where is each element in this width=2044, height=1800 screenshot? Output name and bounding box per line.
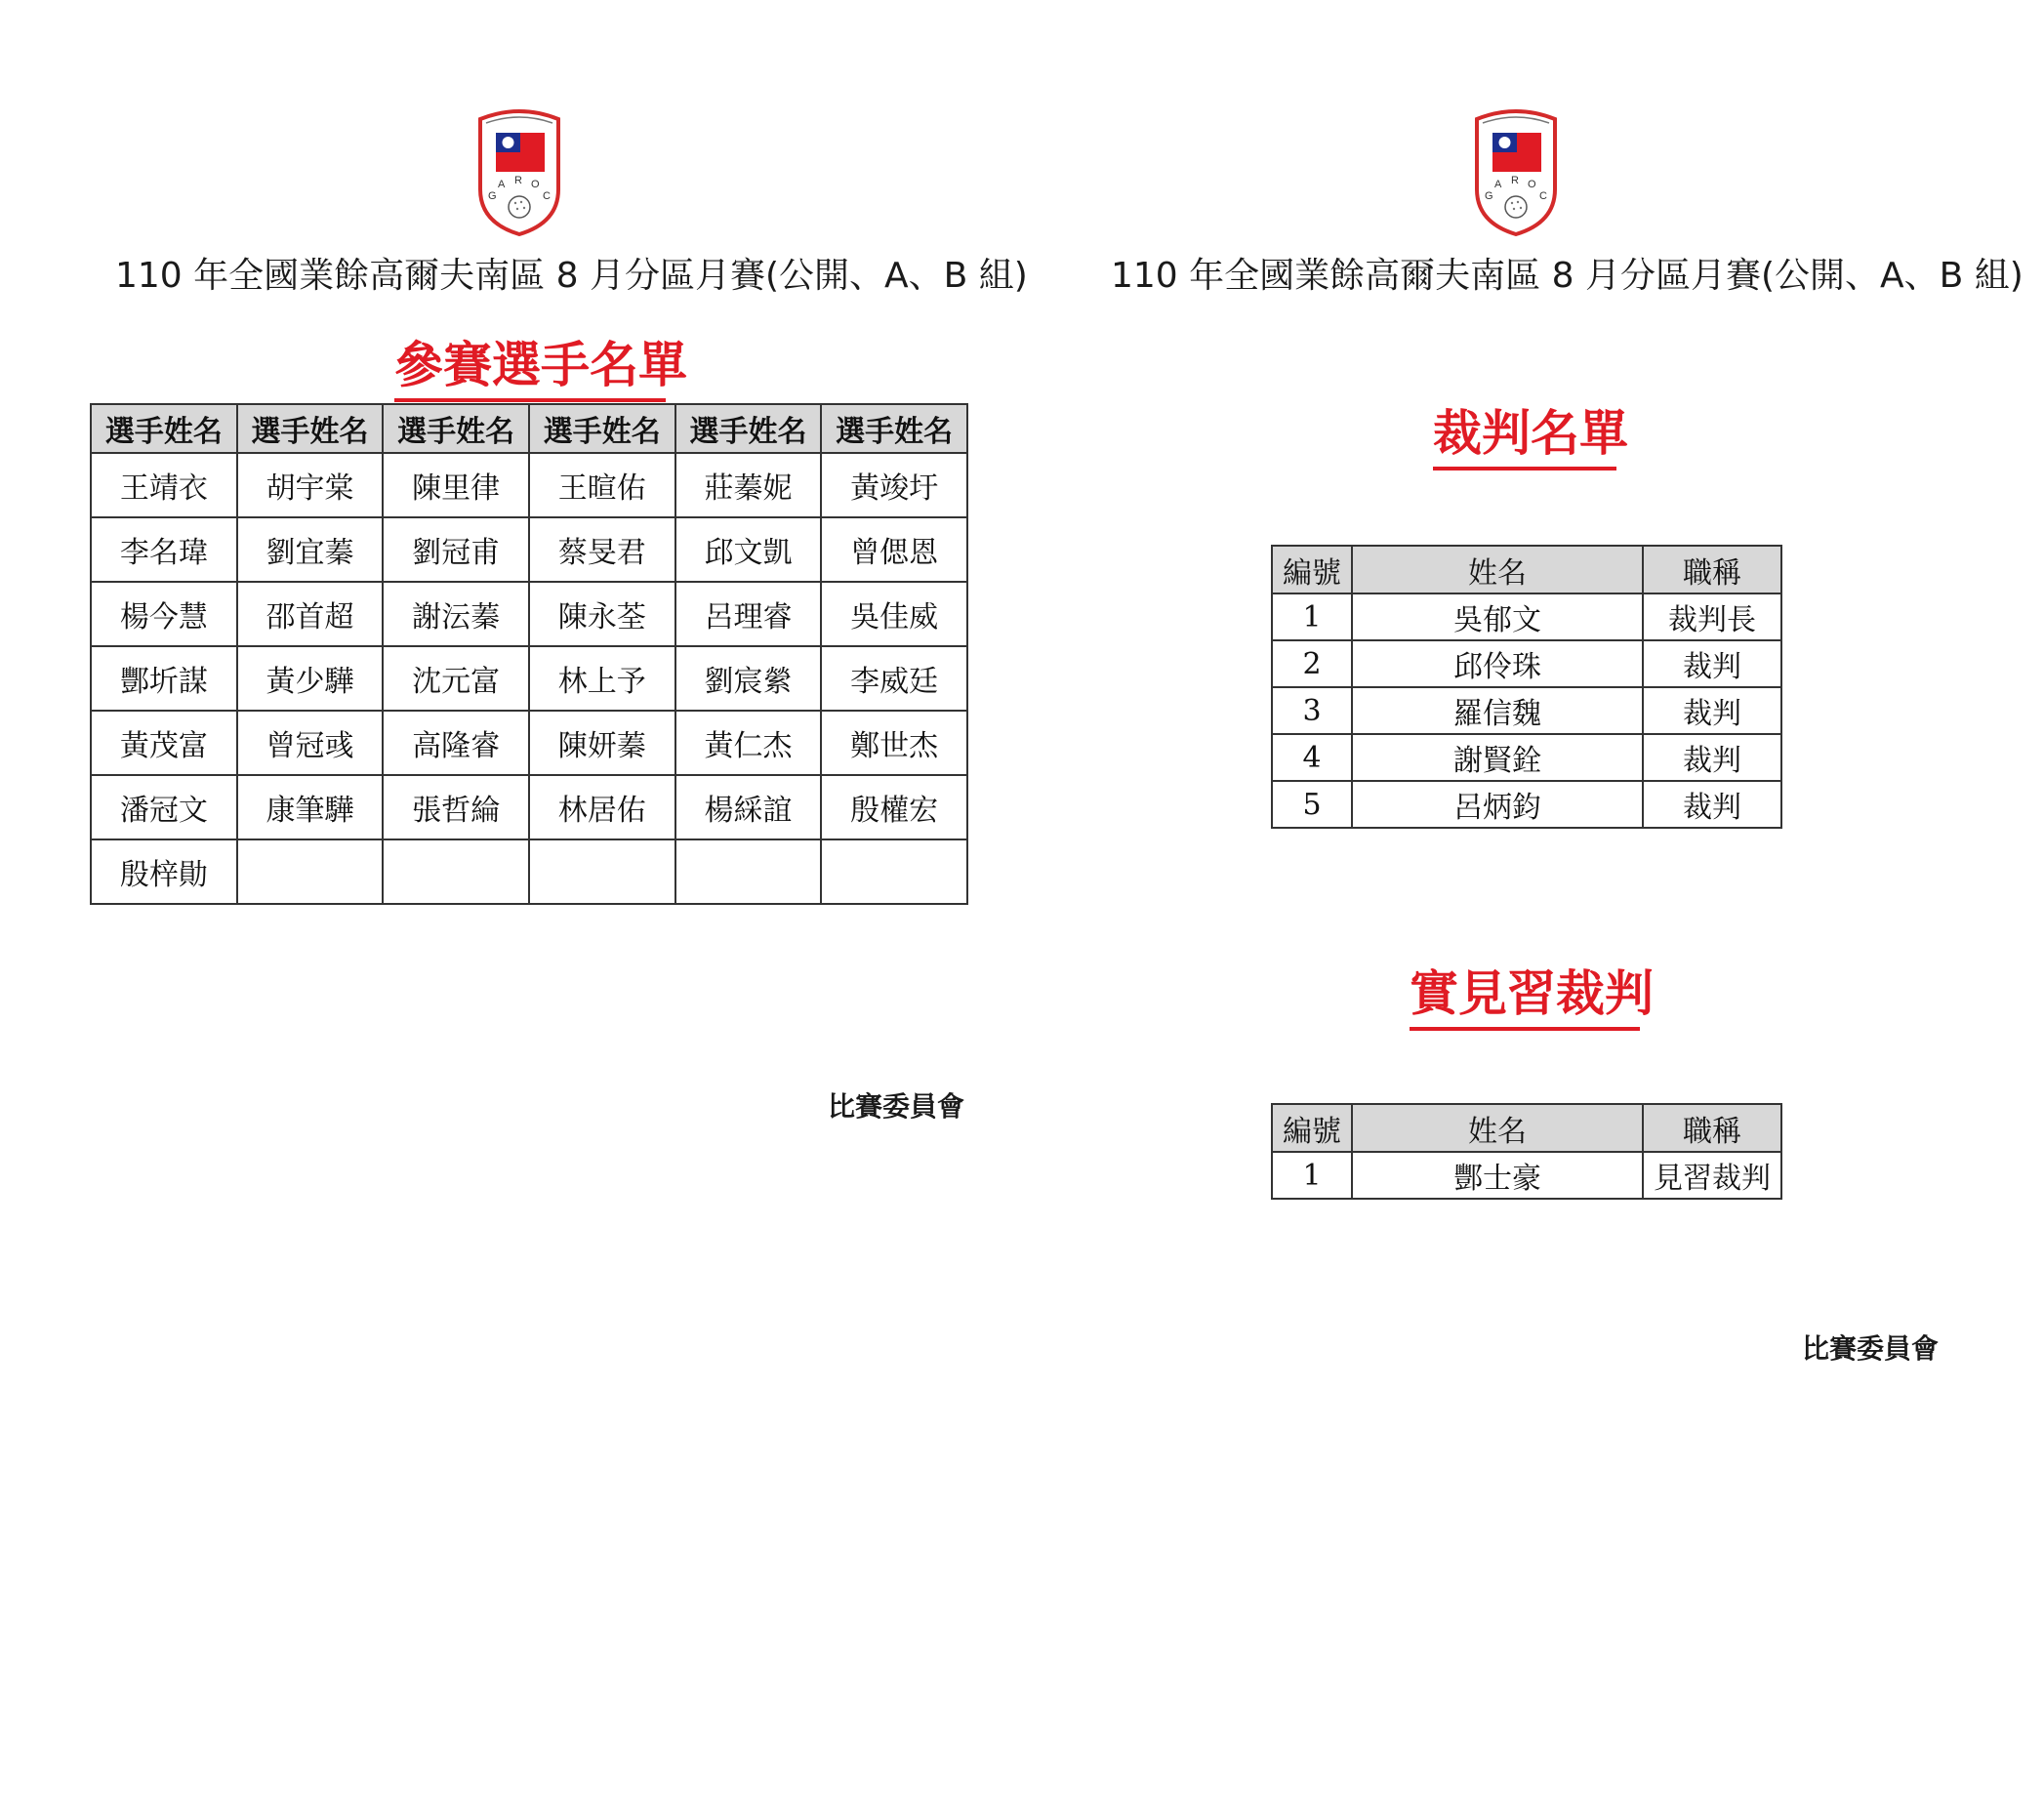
committee-signature-right: 比賽委員會 xyxy=(1802,1332,1940,1365)
garoc-emblem-right xyxy=(1471,105,1561,236)
trainee-referee-table xyxy=(1271,1103,1782,1200)
table-row xyxy=(1272,1152,1781,1199)
player-name: 劉宸縈 xyxy=(675,646,822,711)
player-name: 曾偲恩 xyxy=(821,517,967,582)
referee-role: 裁判長 xyxy=(1643,593,1781,640)
referee-name: 謝賢銓 xyxy=(1352,734,1643,781)
column-header: 姓名 xyxy=(1352,546,1643,593)
player-name: 黃竣圩 xyxy=(821,453,967,517)
svg-text:C: C xyxy=(543,190,551,202)
player-name: 林上予 xyxy=(529,646,675,711)
player-name xyxy=(237,839,384,904)
player-name: 林居佑 xyxy=(529,775,675,839)
player-name: 殷梓勛 xyxy=(91,839,237,904)
trainee-referee-title: 實見習裁判 xyxy=(1410,955,1640,1031)
players-table-header xyxy=(91,404,967,453)
referee-list-title: 裁判名單 xyxy=(1433,394,1616,470)
column-header: 選手姓名 xyxy=(675,404,822,453)
referee-name: 吳郁文 xyxy=(1352,593,1643,640)
svg-text:C: C xyxy=(1539,190,1547,202)
golf-ball-icon xyxy=(509,196,530,218)
player-name: 邱文凱 xyxy=(675,517,822,582)
column-header: 姓名 xyxy=(1352,1104,1643,1152)
referee-role: 裁判 xyxy=(1643,734,1781,781)
player-name: 酆圻謀 xyxy=(91,646,237,711)
table-row xyxy=(1272,593,1781,640)
trainee-number: 1 xyxy=(1272,1152,1352,1199)
player-name xyxy=(383,839,529,904)
column-header: 編號 xyxy=(1272,546,1352,593)
referee-role: 裁判 xyxy=(1643,781,1781,828)
committee-signature-left: 比賽委員會 xyxy=(828,1090,965,1123)
player-name xyxy=(675,839,822,904)
player-name: 陳里律 xyxy=(383,453,529,517)
svg-text:O: O xyxy=(1528,179,1536,190)
trainee-name: 酆士豪 xyxy=(1352,1152,1643,1199)
table-row xyxy=(1272,781,1781,828)
referee-table-header xyxy=(1272,546,1781,593)
column-header: 選手姓名 xyxy=(383,404,529,453)
svg-text:G: G xyxy=(488,190,497,202)
trainee-role: 見習裁判 xyxy=(1643,1152,1781,1199)
player-name: 莊蓁妮 xyxy=(675,453,822,517)
player-name: 潘冠文 xyxy=(91,775,237,839)
garoc-emblem-left xyxy=(474,105,564,236)
player-name: 楊今慧 xyxy=(91,582,237,646)
player-name: 高隆睿 xyxy=(383,711,529,775)
player-name: 沈元富 xyxy=(383,646,529,711)
player-name: 鄭世杰 xyxy=(821,711,967,775)
table-row xyxy=(91,711,967,775)
player-name: 李名瑋 xyxy=(91,517,237,582)
player-name: 康筆驊 xyxy=(237,775,384,839)
referee-table xyxy=(1271,545,1782,829)
referee-number: 3 xyxy=(1272,687,1352,734)
player-name: 李威廷 xyxy=(821,646,967,711)
player-name: 劉宜蓁 xyxy=(237,517,384,582)
svg-text:O: O xyxy=(531,179,540,190)
tournament-title-left: 110 年全國業餘高爾夫南區 8 月分區月賽(公開、A、B 組) xyxy=(115,256,1028,296)
players-table xyxy=(90,403,968,905)
table-row xyxy=(91,775,967,839)
svg-text:R: R xyxy=(1511,175,1519,186)
player-name: 劉冠甫 xyxy=(383,517,529,582)
tournament-title-right: 110 年全國業餘高爾夫南區 8 月分區月賽(公開、A、B 組) xyxy=(1111,256,2024,296)
svg-text:A: A xyxy=(1494,179,1502,190)
players-list-title: 參賽選手名單 xyxy=(394,326,666,402)
column-header: 選手姓名 xyxy=(821,404,967,453)
table-row xyxy=(1272,640,1781,687)
referee-name: 羅信魏 xyxy=(1352,687,1643,734)
referee-number: 5 xyxy=(1272,781,1352,828)
column-header: 編號 xyxy=(1272,1104,1352,1152)
column-header: 選手姓名 xyxy=(91,404,237,453)
player-name xyxy=(529,839,675,904)
player-name: 殷權宏 xyxy=(821,775,967,839)
player-name: 吳佳威 xyxy=(821,582,967,646)
player-name: 蔡旻君 xyxy=(529,517,675,582)
player-name: 呂理睿 xyxy=(675,582,822,646)
golf-ball-icon xyxy=(1505,196,1527,218)
table-row xyxy=(91,517,967,582)
table-row xyxy=(91,646,967,711)
table-row xyxy=(1272,687,1781,734)
player-name: 曾冠彧 xyxy=(237,711,384,775)
column-header: 選手姓名 xyxy=(529,404,675,453)
svg-text:A: A xyxy=(498,179,506,190)
column-header: 職稱 xyxy=(1643,1104,1781,1152)
svg-text:G: G xyxy=(1485,190,1493,202)
referee-role: 裁判 xyxy=(1643,640,1781,687)
column-header: 職稱 xyxy=(1643,546,1781,593)
player-name: 陳永荃 xyxy=(529,582,675,646)
referee-role: 裁判 xyxy=(1643,687,1781,734)
player-name: 謝沄蓁 xyxy=(383,582,529,646)
player-name: 張哲綸 xyxy=(383,775,529,839)
referee-number: 1 xyxy=(1272,593,1352,640)
svg-text:R: R xyxy=(514,175,522,186)
column-header: 選手姓名 xyxy=(237,404,384,453)
referee-number: 4 xyxy=(1272,734,1352,781)
referee-number: 2 xyxy=(1272,640,1352,687)
player-name: 黃仁杰 xyxy=(675,711,822,775)
player-name: 王靖衣 xyxy=(91,453,237,517)
referee-name: 呂炳鈞 xyxy=(1352,781,1643,828)
trainee-table-header xyxy=(1272,1104,1781,1152)
player-name: 黃茂富 xyxy=(91,711,237,775)
table-row xyxy=(91,582,967,646)
referee-name: 邱伶珠 xyxy=(1352,640,1643,687)
player-name: 邵首超 xyxy=(237,582,384,646)
table-row xyxy=(1272,734,1781,781)
player-name: 陳妍蓁 xyxy=(529,711,675,775)
player-name: 黃少驊 xyxy=(237,646,384,711)
player-name: 王暄佑 xyxy=(529,453,675,517)
player-name: 胡宇棠 xyxy=(237,453,384,517)
table-row xyxy=(91,453,967,517)
player-name: 楊綵誼 xyxy=(675,775,822,839)
table-row xyxy=(91,839,967,904)
player-name xyxy=(821,839,967,904)
